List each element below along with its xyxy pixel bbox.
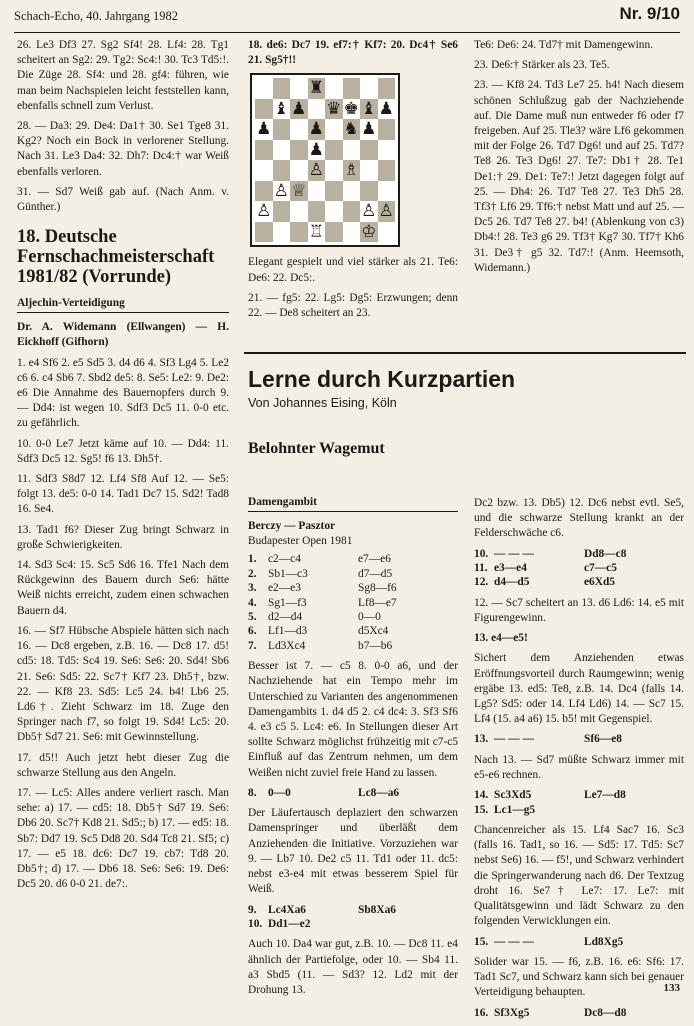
white-move: d2—d4 <box>268 611 303 624</box>
move-number: 10. <box>248 917 263 930</box>
black-move: Sb8Xa6 <box>358 903 396 916</box>
chess-piece-icon: ♙ <box>273 180 289 201</box>
board-square <box>378 78 396 99</box>
board-square <box>290 78 308 99</box>
chess-piece-icon: ♙ <box>361 201 377 222</box>
players: Dr. A. Widemann (Ellwangen) — H. Eickhoff (Gifhorn) <box>17 321 229 349</box>
players: Berczy — Pasztor <box>248 520 336 532</box>
board-square <box>308 119 326 140</box>
chess-piece-icon: ♛ <box>326 98 342 119</box>
page-number: 133 <box>663 982 680 994</box>
chess-piece-icon: ♚ <box>343 98 359 119</box>
move-row <box>474 732 684 746</box>
chess-piece-icon: ♝ <box>273 98 289 119</box>
board-square <box>273 78 291 99</box>
chess-piece-icon: ♜ <box>308 78 324 99</box>
game-title: Belohnter Wagemut <box>248 440 385 457</box>
move-list <box>474 547 684 590</box>
move-number: 8. <box>248 786 257 799</box>
move-number: 15. <box>474 935 489 948</box>
board-square <box>325 201 343 222</box>
move-list <box>248 552 458 653</box>
white-move: d4—d5 <box>494 576 530 589</box>
black-move: Ld8Xg5 <box>584 935 624 948</box>
board-square <box>290 119 308 140</box>
column-2 <box>248 38 458 326</box>
board-square <box>308 140 326 161</box>
board-square <box>290 222 308 243</box>
move-row <box>474 547 684 561</box>
move-row <box>248 596 458 610</box>
board-square <box>343 140 361 161</box>
board-square <box>308 160 326 181</box>
paragraph: Besser ist 7. — c5 8. 0-0 a6, und der Nachziehende hat ein Tempo mehr im Unterschied zu Varianten des angenommenen Damengambits 1. d4 d5 2. c4 dc4: 3. Sf3 Sf6 4. e3 c5 5. Lc4: e6. In Stellungen dieser Art sollte Schwarz möglichst frühzeitig mit c7-c5 Einfluß auf das Zentrum nehmen, um dem Weißen nicht zuviel freie Hand zu lassen. <box>248 660 458 779</box>
move-number: 6. <box>248 625 257 638</box>
chess-piece-icon: ♕ <box>291 180 307 201</box>
paragraph: 16. — Sf7 Hübsche Abspiele hätten sich nach 16. — Dc8 ergeben, z.B. 16. — Dc8 17. d5! cd5: 18. Td5: Sc4 19. Se6: Se6: 20. Sd4! Sb6 21. Se6: Sd5: 22. Sc7† Kf7 23. Dh5†, bzw. 22. — Kf8 23. Sd5: Lc5 24. b4! Lb6 25. Ld6†. Zieht Schwarz im 18. Zuge den Springer nach f7, so folgt 19. Sd4! Lc5: 20. Db5† Sd7 21. Se6: mit Gewinnstellung. <box>17 624 229 744</box>
chess-piece-icon: ♔ <box>361 221 377 242</box>
board-square <box>255 119 273 140</box>
board-square <box>378 140 396 161</box>
white-move: Lc1—g5 <box>494 803 536 816</box>
white-move: Ld3Xc4 <box>268 639 306 652</box>
board-square <box>360 78 378 99</box>
board-square <box>255 222 273 243</box>
article-title: Lerne durch Kurzpartien <box>248 366 516 392</box>
chess-piece-icon: ♟ <box>291 98 307 119</box>
white-move: Sb1—c3 <box>268 567 308 580</box>
white-move: Sc3Xd5 <box>494 789 532 802</box>
opening-name: Aljechin-Verteidigung <box>17 297 229 313</box>
chess-piece-icon: ♙ <box>256 201 272 222</box>
board-square <box>290 99 308 120</box>
white-move: e3—e4 <box>494 562 527 575</box>
move-row <box>474 561 684 575</box>
move-row <box>248 786 458 800</box>
move-list <box>474 1006 684 1020</box>
board-square <box>360 99 378 120</box>
board-square <box>255 160 273 181</box>
move-number: 3. <box>248 582 257 595</box>
board-square <box>325 99 343 120</box>
chess-piece-icon: ♞ <box>343 119 359 140</box>
section-rule <box>244 352 686 354</box>
black-move: d5Xc4 <box>358 625 389 638</box>
black-move: d7—d5 <box>358 567 393 580</box>
board-square <box>343 119 361 140</box>
move-number: 7. <box>248 639 257 652</box>
move-number: 15. <box>474 803 489 816</box>
board-square <box>343 78 361 99</box>
column-1 <box>17 38 229 897</box>
article-author: Von Johannes Eising, Köln <box>248 396 397 410</box>
white-move: Sf3Xg5 <box>494 1006 530 1019</box>
black-move: c7—c5 <box>584 562 617 575</box>
move-row <box>248 610 458 624</box>
move-list <box>474 732 684 746</box>
paragraph: 28. — Da3: 29. De4: Da1† 30. Se1 Tge8 31. Kg2? Noch ein Bock in verlorener Stellung. Nach 31. Le3 Da4: 32. Dh7: Dc4:† war Weiß ebenfalls verloren. <box>17 120 229 178</box>
paragraph: 23. — Kf8 24. Td3 Le7 25. h4! Nach diesem schönen Schlußzug gab der Nachziehende auf. Die Dame muß nun entweder f6 oder f7 freigeben. Auf 25. Tle3? wäre Lf6 gekommen mit der Folge 26. Td7 Dg6! und auf 25. Td7? Te8 26. Te3 Dg6! 27. Te7: Db1† 28. Te1 De1:† 29. De1: Te7:! Jetzt dagegen folgt auf 25. — Dh4: 26. Td7 Te8 27. Te3 Dh5 28. Tf3† Lf6 29. Tf6:† nebst Matt und auf 25. — Dc5 26. Td7 Te8 27. b4! (Ablenkung von c3) Db4:! 28. Te3 g6 29. Tf3† Kg7 30. Tf7† Kh6 31. De3† g5 32. Td7:! (Anm. Heemsoth, Widemann.) <box>474 79 684 274</box>
paragraph: 26. Le3 Df3 27. Sg2 Sf4! 28. Lf4: 28. Tg1 scheitert an Sg2: 29. Tg2: Sc4:! 30. Tc3 Td5:!. Die Züge 28. Sf4: und 28. gf4: führen, wie man beim Nachspielen leicht feststellen kann, ebenfalls schnell zum Verlust. <box>17 39 229 112</box>
move-row <box>474 1006 684 1020</box>
board-square <box>290 201 308 222</box>
black-move: Sg8—f6 <box>358 582 397 595</box>
white-move: — — — <box>494 935 534 948</box>
board-square <box>378 160 396 181</box>
paragraph: Solider war 15. — f6, z.B. 16. e6: Sf6: 17. Tad1 Sc7, und Schwarz kann sich bei genauer Verteidigung behaupten. <box>474 955 684 999</box>
move-row <box>248 581 458 595</box>
board-square <box>255 201 273 222</box>
black-move: Dd8—c8 <box>584 547 627 560</box>
move-heading: 13. e4—e5! <box>474 632 528 645</box>
chess-diagram <box>250 73 400 247</box>
move-number: 13. <box>474 733 489 746</box>
board-square <box>273 99 291 120</box>
paragraph: 10. 0-0 Le7 Jetzt käme auf 10. — Dd4: 11. Sdf3 Dc5 12. Sg5! f6 13. Dh5†. <box>17 437 229 465</box>
paragraph: Nach 13. — Sd7 müßte Schwarz immer mit e5-e6 rechnen. <box>474 753 684 782</box>
white-move: c2—c4 <box>268 553 301 566</box>
move-row <box>474 788 684 802</box>
move-row <box>248 624 458 638</box>
move-number: 1. <box>248 553 257 566</box>
white-move: — — — <box>494 547 534 560</box>
move-number: 4. <box>248 596 257 609</box>
move-number: 10. <box>474 547 489 560</box>
white-move: e2—e3 <box>268 582 301 595</box>
board-square <box>273 119 291 140</box>
board-square <box>360 222 378 243</box>
move-number: 16. <box>474 1006 489 1019</box>
paragraph: 14. Sd3 Sc4: 15. Sc5 Sd6 16. Tfe1 Nach dem Rückgewinn des Bauern durch Se6: hätte Weiß nichts erreicht, zudem einen schwachen Bauern d4. <box>17 559 229 617</box>
board-square <box>255 140 273 161</box>
board-square <box>255 99 273 120</box>
black-move: Lc8—a6 <box>358 786 400 799</box>
chess-piece-icon: ♟ <box>308 139 324 160</box>
white-move: Dd1—e2 <box>268 917 311 930</box>
chess-board <box>255 78 395 242</box>
black-move: Lf8—e7 <box>358 596 397 609</box>
move-row <box>248 552 458 566</box>
board-square <box>273 160 291 181</box>
board-square <box>290 181 308 202</box>
board-square <box>360 201 378 222</box>
move-row <box>474 575 684 589</box>
paragraph: Der Läufertausch deplaziert den schwarzen Damenspringer und überläßt dem Anziehenden die Initiative. Vorzuziehen war 9. — Lb7 10. De2 c5 11. Td1 oder 11. dc5: nebst e3-e4 mit etwas besserem Spiel für Weiß. <box>248 807 458 896</box>
section-title: 18. Deutsche Fernschachmeisterschaft 1981/82 (Vorrunde) <box>17 227 215 288</box>
board-square <box>325 181 343 202</box>
board-square <box>290 160 308 181</box>
paragraph: 21. — fg5: 22. Lg5: Dg5: Erzwungen; denn 22. — De8 scheitert an 23. <box>248 291 458 320</box>
paragraph: Sichert dem Anziehenden etwas Eröffnungsvorteil durch Raumgewinn; wenig ergäbe 13. ed5: Te8, z.B. 14. Dc4 (falls 14. Lg5? Sd5: oder 14. Lf4 Ld6) 14. — Sc7 15. Lf4 (15. a4 a6) 15. b5! mit Gegenspiel. <box>474 652 684 726</box>
white-move: — — — <box>494 733 534 746</box>
paragraph: 23. De6:† Stärker als 23. Te5. <box>474 59 610 72</box>
board-square <box>325 140 343 161</box>
board-square <box>343 222 361 243</box>
board-square <box>343 181 361 202</box>
black-move: b7—b6 <box>358 639 393 652</box>
paragraph: 18. de6: Dc7 19. ef7:† Kf7: 20. Dc4† Se6 21. Sg5†!! <box>248 39 458 67</box>
white-move: Lf1—d3 <box>268 625 308 638</box>
board-square <box>343 99 361 120</box>
board-square <box>360 160 378 181</box>
white-move: Lc4Xa6 <box>268 903 306 916</box>
paragraph: 31. — Sd7 Weiß gab auf. (Nach Anm. v. Günther.) <box>17 185 229 214</box>
chess-piece-icon: ♟ <box>308 119 324 140</box>
board-square <box>325 160 343 181</box>
black-move <box>584 803 654 817</box>
move-number: 9. <box>248 903 257 916</box>
diagram-caption: Elegant gespielt und viel stärker als 21. Te6: De6: 22. Dc5:. <box>248 256 458 284</box>
board-square <box>290 140 308 161</box>
move-number: 14. <box>474 789 489 802</box>
chess-piece-icon: ♟ <box>378 98 394 119</box>
black-move: 0—0 <box>358 611 381 624</box>
move-list <box>248 786 458 800</box>
board-square <box>378 119 396 140</box>
black-move <box>358 917 428 931</box>
header-rule <box>14 32 680 33</box>
chess-piece-icon: ♙ <box>378 201 394 222</box>
paragraph: 12. — Sc7 scheitert an 13. d6 Ld6: 14. e5 mit Figurengewinn. <box>474 596 684 625</box>
paragraph: 13. Tad1 f6? Dieser Zug bringt Schwarz in große Schwierigkeiten. <box>17 523 229 551</box>
board-square <box>255 181 273 202</box>
board-square <box>308 201 326 222</box>
move-number: 11. <box>474 562 488 575</box>
paragraph: 11. Sdf3 S8d7 12. Lf4 Sf8 Auf 12. — Se5: folgt 13. de5: 0-0 14. Tad1 Dc7 15. Sd2! Tad8 16. Se4. <box>17 473 229 516</box>
board-square <box>308 222 326 243</box>
white-move: Sg1—f3 <box>268 596 307 609</box>
black-move: Dc8—d8 <box>584 1006 627 1019</box>
move-row <box>248 639 458 653</box>
board-square <box>308 78 326 99</box>
board-square <box>378 201 396 222</box>
chess-piece-icon: ♖ <box>308 221 324 242</box>
move-list <box>474 788 684 817</box>
event: Budapester Open 1981 <box>248 535 353 548</box>
board-square <box>378 181 396 202</box>
chess-piece-icon: ♟ <box>256 119 272 140</box>
black-move: Le7—d8 <box>584 789 626 802</box>
paragraph: Chancenreicher als 15. Lf4 Sac7 16. Sc3 (falls 16. Tad1, so 16. — Sd5: 17. Td5: Sc7 nebst Se6) 16. — f5!, und Schwarz verhindert die Springerwanderung nach d6. Der Textzug droht 16. Se7† Le7: 17. Le7: mit Qualitätsgewinn und lädt Schwarz zu den folgenden Verwicklungen ein. <box>474 824 684 928</box>
lower-column-2 <box>248 496 458 1003</box>
column-3 <box>474 38 684 281</box>
chess-piece-icon: ♙ <box>308 160 324 181</box>
white-move: 0—0 <box>268 786 291 799</box>
move-list <box>474 935 684 949</box>
move-row <box>248 567 458 581</box>
header-right: Nr. 9/10 <box>619 4 680 23</box>
header-left: Schach-Echo, 40. Jahrgang 1982 <box>14 9 178 23</box>
board-square <box>360 181 378 202</box>
board-square <box>273 201 291 222</box>
board-square <box>378 222 396 243</box>
move-list <box>248 903 458 932</box>
board-square <box>273 140 291 161</box>
opening-name: Damengambit <box>248 496 458 512</box>
paragraph: Dc2 bzw. 13. Db5) 12. Dc6 nebst evtl. Se5, und die schwarze Stellung krankt an der Felderschwäche c6. <box>474 497 684 540</box>
paragraph: 17. d5!! Auch jetzt hebt dieser Zug die schwarze Stellung aus den Angeln. <box>17 751 229 779</box>
move-row <box>248 917 458 931</box>
board-square <box>308 181 326 202</box>
chess-piece-icon: ♝ <box>361 98 377 119</box>
board-square <box>308 99 326 120</box>
board-square <box>378 99 396 120</box>
board-square <box>325 119 343 140</box>
move-number: 2. <box>248 567 257 580</box>
board-square <box>343 201 361 222</box>
move-row <box>474 935 684 949</box>
board-square <box>360 119 378 140</box>
paragraph: 17. — Lc5: Alles andere verliert rasch. Man sehe: a) 17. — cd5: 18. Db5† Sd7 19. Se6: Db6 20. Sc7† Kd8 21. Sd5:; b) 17. — ed5: 18. Sb7: Dd7 19. Sc5 Dd8 20. Sd4 Tc8 21. Sf5; c) 17. — e5 18. dc6: Dc7 19. cb7: Td8 20. Db5†; d) 17. — Db6 18. Se6: Se6: 19. De6: Dc5 20. d6 0-0 21. de7:. <box>17 786 229 891</box>
move-row <box>474 803 684 817</box>
move-number: 12. <box>474 576 489 589</box>
board-square <box>325 78 343 99</box>
paragraph: Auch 10. Da4 war gut, z.B. 10. — Dc8 11. e4 ähnlich der Partiefolge, oder 10. — Sb4 11. a3 Sbd5 (11. — Sd3? 12. Ld2 mit der Drohung 13. <box>248 938 458 996</box>
move-row <box>248 903 458 917</box>
chess-piece-icon: ♟ <box>361 119 377 140</box>
board-square <box>273 222 291 243</box>
board-square <box>255 78 273 99</box>
paragraph: 1. e4 Sf6 2. e5 Sd5 3. d4 d6 4. Sf3 Lg4 5. Le2 c6 6. c4 Sb6 7. Sbd2 de5: 8. Se5: Le2: 9. De2: e6 Die Annahme des Bauernopfers durch 9. — Dd4: ist wegen 10. Sdf3 Dc5 11. 0-0 etc. zu gefährlich. <box>17 356 229 430</box>
board-square <box>325 222 343 243</box>
black-move: e6Xd5 <box>584 576 616 589</box>
board-square <box>273 181 291 202</box>
chess-piece-icon: ♗ <box>343 160 359 181</box>
black-move: Sf6—e8 <box>584 733 622 746</box>
paragraph: Te6: De6: 24. Td7† mit Damengewinn. <box>474 39 653 51</box>
move-number: 5. <box>248 611 257 624</box>
board-square <box>360 140 378 161</box>
black-move: e7—e6 <box>358 553 391 566</box>
board-square <box>343 160 361 181</box>
lower-column-3 <box>474 496 684 1026</box>
